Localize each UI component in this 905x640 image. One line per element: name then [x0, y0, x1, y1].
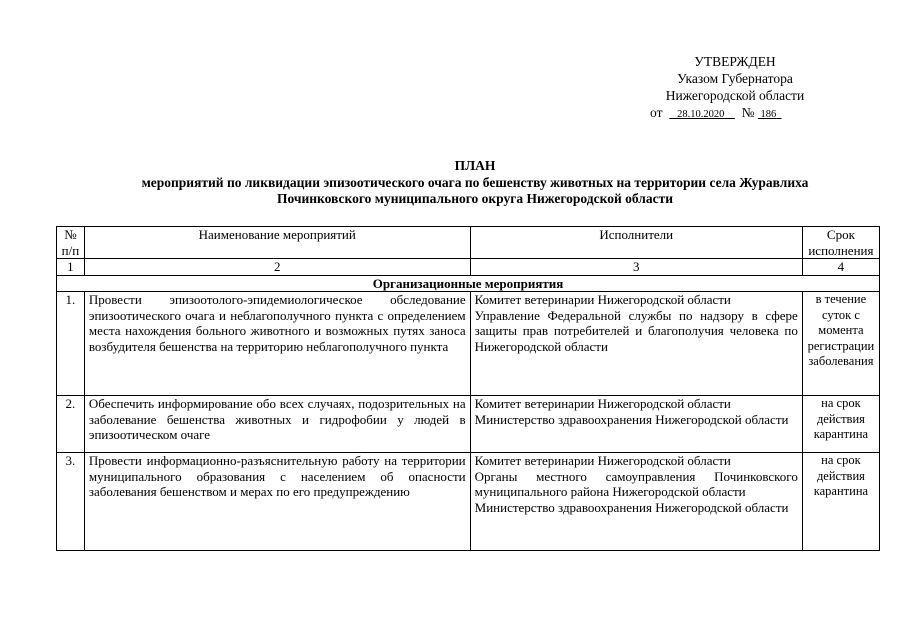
- executor: Органы местного самоуправления Починковского муниципального района Нижегородской области: [474, 468, 798, 499]
- table-row: [57, 396, 880, 453]
- approval-from-label: от: [650, 105, 663, 120]
- header-name: Наименование мероприятий: [84, 227, 470, 259]
- section-row: [57, 275, 880, 292]
- title-line-1: мероприятий по ликвидации эпизоотического очага по бешенству животных на территории села Журавлиха: [141, 174, 809, 190]
- approval-date: 28.10.2020: [677, 109, 725, 120]
- approval-date-line: [630, 104, 840, 123]
- approval-heading: УТВЕРЖДЕН: [694, 54, 776, 69]
- section-title: Организационные мероприятия: [57, 275, 880, 292]
- column-number: 1: [57, 259, 85, 276]
- column-number: 3: [470, 259, 802, 276]
- row-executors: [470, 396, 802, 453]
- row-activity: Провести информационно-разъяснительную работу на территории муниципального образования с населением об опасности заболевания бешенством и мерах по его предупреждению: [84, 453, 470, 551]
- plan-table: [56, 226, 880, 551]
- executor: Министерство здравоохранения Нижегородской области: [474, 411, 789, 427]
- row-activity: Провести эпизоотолого-эпидемиологическое обследование эпизоотического очага и неблагополучного пункта с определением места нахождения больного животного и возможных путях заноса возбудителя бешенства на территорию неблагополучного пункта: [84, 292, 470, 396]
- document-title: [60, 158, 890, 208]
- row-number: 2.: [57, 396, 85, 453]
- row-term: в течение суток с момента регистрации заболевания: [802, 292, 879, 396]
- title-heading: ПЛАН: [454, 158, 496, 173]
- executor: Управление Федеральной службы по надзору в сфере защиты прав потребителей и благополучия человека по Нижегородской области: [474, 307, 798, 354]
- executor: Комитет ветеринарии Нижегородской области: [474, 453, 731, 468]
- approval-number-label: №: [741, 105, 755, 120]
- row-executors: [470, 292, 802, 396]
- table-row: [57, 453, 880, 551]
- row-term: на срок действия карантина: [802, 396, 879, 453]
- approval-number: 186: [760, 109, 777, 120]
- approval-region: Нижегородской области: [665, 88, 805, 103]
- approval-authority: Указом Губернатора: [677, 71, 793, 86]
- row-number: 3.: [57, 453, 85, 551]
- column-number-row: [57, 259, 880, 276]
- executor: Комитет ветеринарии Нижегородской области: [474, 292, 731, 307]
- header-exec: Исполнители: [470, 227, 802, 259]
- row-executors: [470, 453, 802, 551]
- title-line-2: Починковского муниципального округа Нижегородской области: [276, 191, 674, 206]
- executor: Министерство здравоохранения Нижегородской области: [474, 499, 789, 515]
- row-activity: Обеспечить информирование обо всех случаях, подозрительных на заболевание бешенства животных и гидрофобии у людей в эпизоотическом очаге: [84, 396, 470, 453]
- approval-stamp: [630, 53, 840, 123]
- row-number: 1.: [57, 292, 85, 396]
- header-num: № п/п: [57, 227, 85, 259]
- table-row: [57, 292, 880, 396]
- executor: Комитет ветеринарии Нижегородской области: [474, 396, 731, 411]
- column-number: 2: [84, 259, 470, 276]
- header-term: Срок исполнения: [802, 227, 879, 259]
- header-row: [57, 227, 880, 259]
- row-term: на срок действия карантина: [802, 453, 879, 551]
- column-number: 4: [802, 259, 879, 276]
